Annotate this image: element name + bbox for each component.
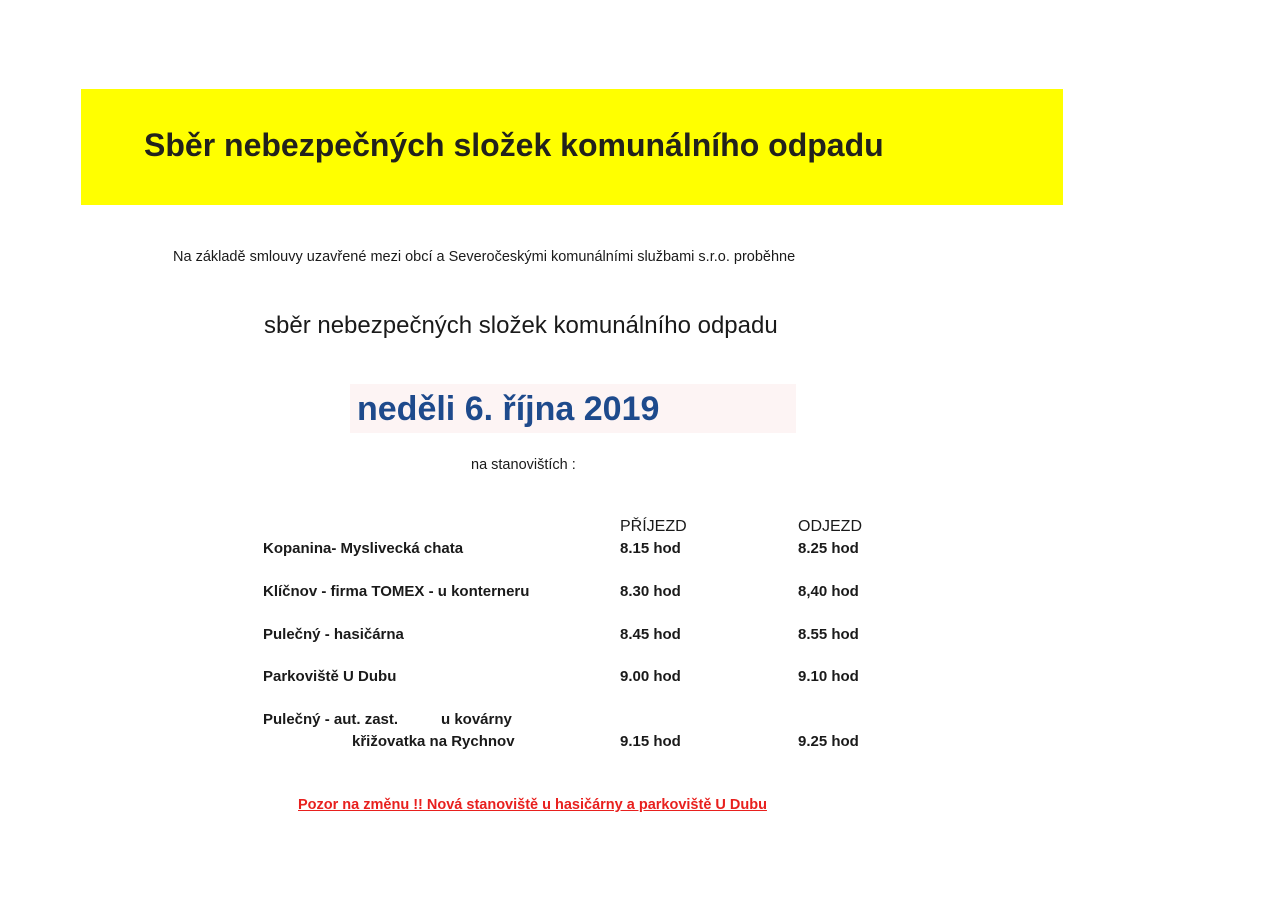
arrival-time: 9.00 hod	[620, 668, 681, 685]
departure-header: ODJEZD	[798, 518, 862, 535]
departure-time: 9.10 hod	[798, 668, 859, 685]
stations-label: na stanovištích :	[471, 457, 576, 473]
intro-text: Na základě smlouvy uzavřené mezi obcí a Severočeskými komunálními službami s.r.o. proběhne	[173, 249, 796, 265]
station-name: Pulečný - hasičárna	[263, 626, 404, 643]
subtitle: sběr nebezpečných složek komunálního odpadu	[264, 312, 778, 339]
station-note: u kovárny	[441, 711, 512, 728]
arrival-time: 8.15 hod	[620, 540, 681, 557]
title-banner	[81, 89, 1063, 205]
station-name: Klíčnov - firma TOMEX - u konterneru	[263, 583, 530, 600]
event-date: neděli 6. října 2019	[357, 390, 660, 428]
station-name-line2: křižovatka na Rychnov	[352, 733, 515, 750]
station-name: Kopanina- Myslivecká chata	[263, 540, 464, 557]
departure-time: 8.55 hod	[798, 626, 859, 643]
arrival-time: 8.45 hod	[620, 626, 681, 643]
arrival-header: PŘÍJEZD	[620, 518, 687, 535]
change-warning: Pozor na změnu !! Nová stanoviště u hasičárny a parkoviště U Dubu	[298, 797, 767, 813]
arrival-time: 9.15 hod	[620, 733, 681, 750]
departure-time: 8.25 hod	[798, 540, 859, 557]
station-name: Pulečný - aut. zast.	[263, 711, 399, 728]
departure-time: 8,40 hod	[798, 583, 859, 600]
arrival-time: 8.30 hod	[620, 583, 681, 600]
departure-time: 9.25 hod	[798, 733, 859, 750]
date-highlight	[350, 384, 796, 433]
station-name: Parkoviště U Dubu	[263, 668, 397, 685]
page-title: Sběr nebezpečných složek komunálního odpadu	[144, 127, 884, 163]
